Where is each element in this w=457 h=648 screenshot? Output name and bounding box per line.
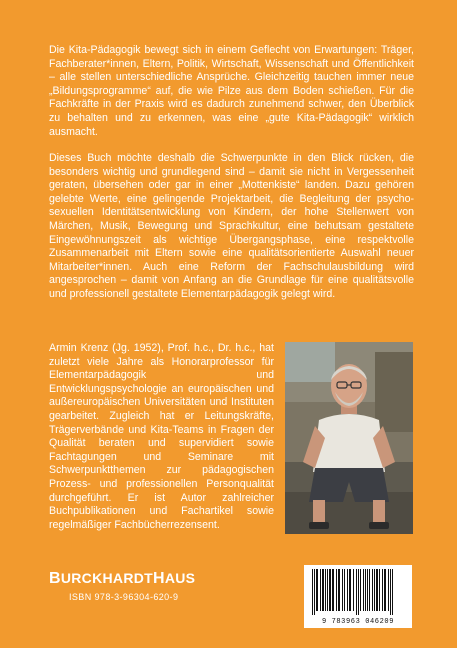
blurb-paragraph-1: Die Kita-Pädagogik bewegt sich in einem Geflecht von Erwartungen: Träger, Fachberater*innen, Eltern, Politik, Wirtschaft, Wissenschaft und Öffentlichkeit – alle stellen unterschiedliche Ansprüche. Gleichzeitig tauchen immer neue „Bildungsprogramme“ auf, die wie Pilze aus dem Boden schießen. Für die Fachkräfte in der Praxis wird es dadurch zunehmend schwer, den Überblick zu behalten und zu erkennen, was eine „gute Kita-Pädagogik“ wirklich ausmacht. <box>49 44 414 138</box>
isbn-barcode <box>304 565 412 628</box>
barcode-bars <box>304 565 412 617</box>
author-bio: Armin Krenz (Jg. 1952), Prof. h.c., Dr. h.c., hat zuletzt viele Jahre als Honorarprofessor für Elementarpädagogik und Entwicklungspsychologie an europäischen und außereuropäischen Universitäten und Instituten gearbeitet. Zugleich hat er Leitungskräfte, Trägerverbände und Kita-Teams in Fragen der Qualität beraten und supervidiert sowie Fachtagungen und Seminare mit Schwerpunktthemen zur pädagogischen Prozess- und professionellen Personqualität durchgeführt. Er ist Autor zahlreicher Buchpublikationen und Fachartikel sowie regelmäßiger Fachbücherrezensent. <box>49 342 274 531</box>
author-photo <box>285 342 413 534</box>
blurb-paragraph-2: Dieses Buch möchte deshalb die Schwerpunkte in den Blick rücken, die besonders wichtig und grundlegend sind – damit sie nicht in Vergessenheit geraten, übersehen oder gar in einer „Mottenkiste“ landen. Dazu gehören gelebte Werte, eine gelingende Projektarbeit, die Begleitung der psycho-sexuellen Identitätsentwicklung von Kindern, der hohe Stellenwert von Märchen, Musik, Bewegung und Sprachkultur, eine behutsam gestaltete Eingewöhnungszeit als wichtige Übergangsphase, eine respektvolle Zusammenarbeit mit Eltern sowie eine qualitätsorientierte Auswahl neuer Mitarbeiter*innen. Auch eine Reform der Fachschulausbildung wird angesprochen – damit von Anfang an die Grundlage für eine qualitätsvolle und professionell gestaltete Elementarpädagogik gelegt wird. <box>49 152 414 300</box>
publisher-logo: BURCKHARDTHAUS <box>49 570 196 587</box>
author-photo-image <box>285 342 413 534</box>
isbn-text: ISBN 978-3-96304-620-9 <box>69 592 179 602</box>
barcode-number: 9 783963 046209 <box>321 618 394 626</box>
